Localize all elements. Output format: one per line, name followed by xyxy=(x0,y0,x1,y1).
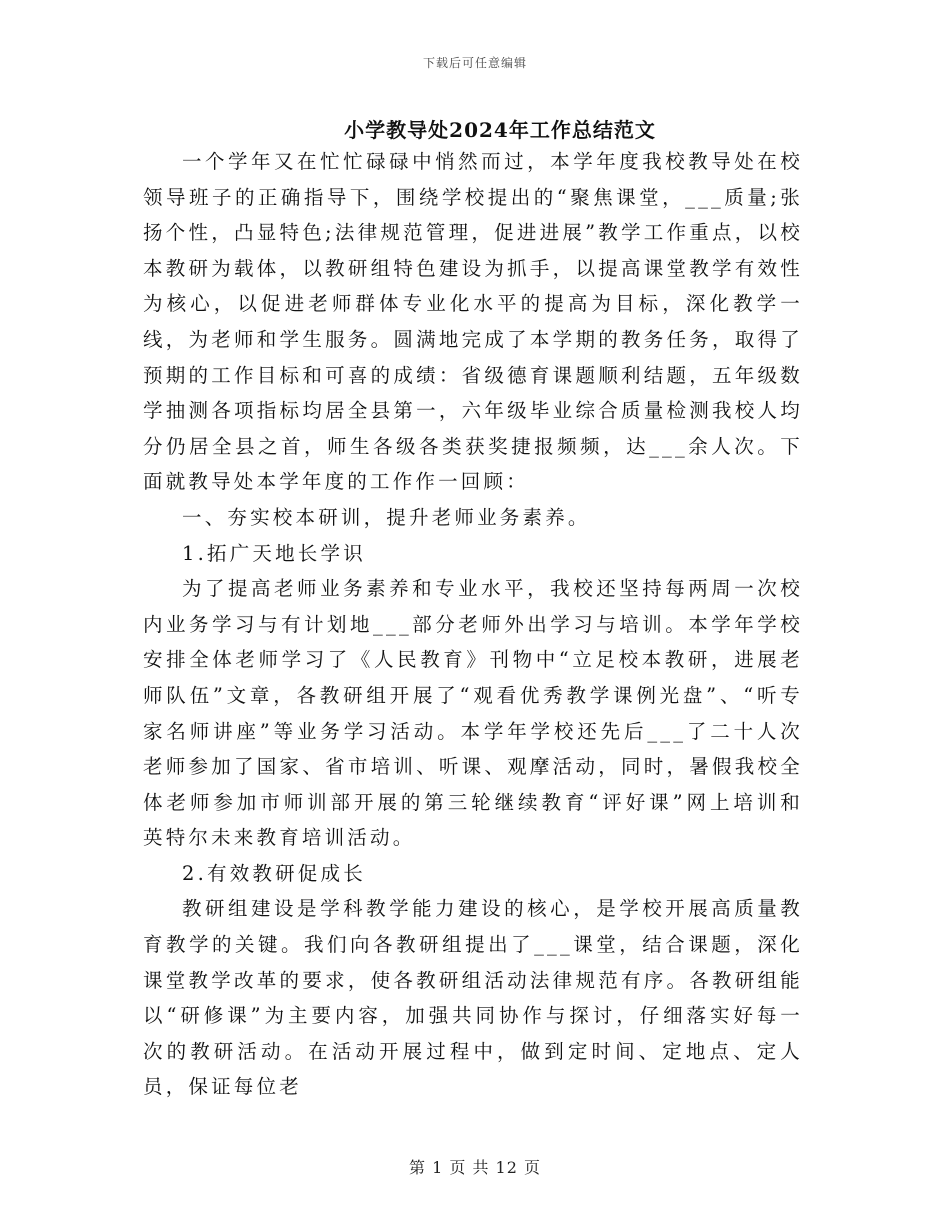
subheading-1-2: 2.有效教研促成长 xyxy=(182,861,366,885)
document-title: 小学教导处2024年工作总结范文 xyxy=(344,118,656,142)
paragraph-learning: 为了提高老师业务素养和专业水平，我校还坚持每两周一次校内业务学习与有计划地___部分老师外出学习与培训。本学年学校安排全体老师学习了《人民教育》刊物中“立足校本教研，进展老师队伍”文章，各教研组开展了“观看优秀教学课例光盘”、“听专家名师讲座”等业务学习活动。本学年学校还先后___了二十人次老师参加了国家、省市培训、听课、观摩活动，同时，暑假我校全体老师参加市师训部开展的第三轮继续教育“评好课”网上培训和英特尔未来教育培训活动。 xyxy=(143,577,803,850)
section-heading-1: 一、夯实校本研训，提升老师业务素养。 xyxy=(182,505,591,529)
paragraph-intro: 一个学年又在忙忙碌碌中悄然而过，本学年度我校教导处在校领导班子的正确指导下，围绕学校提出的“聚焦课堂，___质量;张扬个性，凸显特色;法律规范管理，促进进展”教学工作重点，以校本教研为载体，以教研组特色建设为抓手，以提高课堂教学有效性为核心，以促进老师群体专业化水平的提高为目标，深化教学一线，为老师和学生服务。圆满地完成了本学期的教务任务，取得了预期的工作目标和可喜的成绩：省级德育课题顺利结题，五年级数学抽测各项指标均居全县第一，六年级毕业综合质量检测我校人均分仍居全县之首，师生各级各类获奖捷报频频，达___余人次。下面就教导处本学年度的工作作一回顾： xyxy=(143,150,803,494)
document-body xyxy=(143,144,803,1105)
page-footer: 第 1 页 共 12 页 xyxy=(409,1158,541,1177)
subheading-1-1: 1.拓广天地长学识 xyxy=(182,541,366,565)
paragraph-research: 教研组建设是学科教学能力建设的核心，是学校开展高质量教育教学的关键。我们向各教研组提出了___课堂，结合课题，深化课堂教学改革的要求，使各教研组活动法律规范有序。各教研组能以“研修课”为主要内容，加强共同协作与探讨，仔细落实好每一次的教研活动。在活动开展过程中，做到定时间、定地点、定人员，保证每位老 xyxy=(143,897,803,1099)
header-note: 下载后可任意编辑 xyxy=(422,56,527,70)
